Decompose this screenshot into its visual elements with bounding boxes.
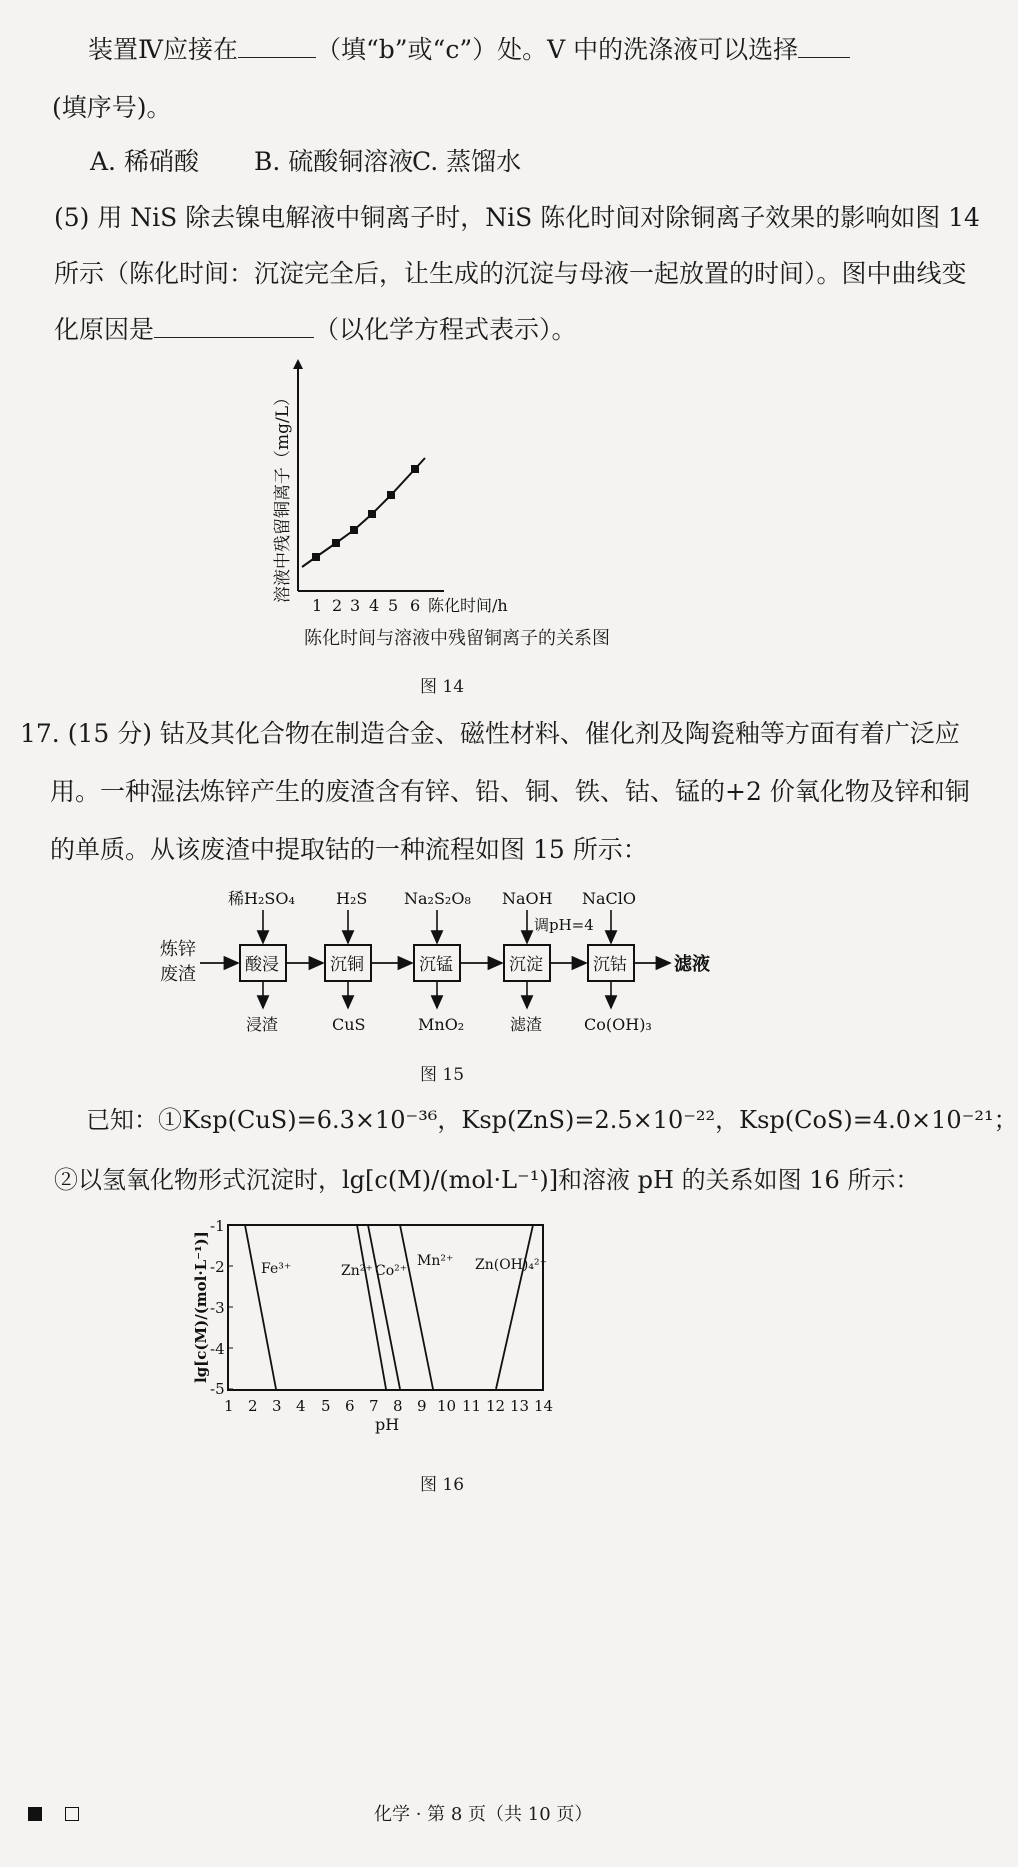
fig15-reagent: NaClO (582, 889, 637, 908)
fig16-series-label: Fe³⁺ (261, 1261, 292, 1277)
fig16-line-mn (400, 1225, 433, 1389)
q16-p4-text-b: （填“b”或“c”）处。V 中的洗涤液可以选择 (315, 35, 799, 64)
filled-square-icon (28, 1807, 42, 1821)
fig16-label: 图 16 (420, 1475, 465, 1495)
fig16-xtick: 6 (345, 1397, 355, 1415)
answer-blank-1[interactable] (238, 35, 316, 58)
fig16-xtick: 4 (296, 1397, 306, 1415)
q17-line2: 用。一种湿法炼锌产生的废渣含有锌、铅、铜、铁、钴、锰的+2 价氧化物及锌和铜 (50, 777, 970, 806)
fig16-line-fe (245, 1225, 276, 1389)
fig15-reagent: 稀H₂SO₄ (228, 889, 295, 908)
fig15-reagent: Na₂S₂O₈ (404, 889, 471, 908)
q16-p4-text-a: 装置Ⅳ应接在 (88, 35, 238, 64)
q16-p5-line1: (5) 用 NiS 除去镍电解液中铜离子时，NiS 陈化时间对除铜离子效果的影响如图 14 (54, 203, 980, 232)
q17-line3: 的单质。从该废渣中提取钴的一种流程如图 15 所示： (50, 835, 648, 864)
fig14-point (312, 553, 320, 561)
fig15-source-top: 炼锌 (160, 939, 196, 960)
fig15-product: 滤渣 (510, 1015, 543, 1034)
q17-line1: 17. (15 分) 钴及其化合物在制造合金、磁性材料、催化剂及陶瓷釉等方面有着广泛应 (20, 719, 960, 748)
fig16-xtick: 13 (510, 1397, 530, 1415)
fig15-product: Co(OH)₃ (584, 1015, 652, 1034)
figure-14-chart (260, 355, 520, 620)
option-b: B. 硫酸铜溶液 (254, 147, 414, 176)
fig16-ylabel: lg[c(M)/(mol·L⁻¹)] (192, 1231, 210, 1383)
fig14-xtick: 3 (350, 596, 361, 615)
fig16-xtick: 8 (393, 1397, 403, 1415)
known-line2: ②以氢氧化物形式沉淀时，lg[c(M)/(mol·L⁻¹)]和溶液 pH 的关系如图 16 所示： (54, 1166, 920, 1194)
fig16-xtick: 1 (224, 1397, 234, 1415)
fig15-step: 沉铜 (330, 955, 364, 975)
fig14-xtick: 2 (332, 596, 343, 615)
fig15-product: 浸渣 (246, 1015, 279, 1034)
fig16-series-label: Mn²⁺ (417, 1253, 454, 1269)
fig16-series-label: Zn²⁺ (341, 1263, 373, 1279)
fig14-label: 图 14 (420, 677, 465, 697)
fig14-curve (302, 458, 425, 567)
fig14-xtick: 5 (388, 596, 399, 615)
fig15-source-bottom: 废渣 (160, 964, 196, 985)
answer-blank-3[interactable] (154, 315, 314, 338)
fig15-step: 酸浸 (245, 955, 279, 975)
fig16-ytick: -5 (210, 1380, 225, 1398)
option-a: A. 稀硝酸 (90, 147, 199, 176)
q16-p4-line1 (88, 30, 850, 66)
fig15-step: 沉淀 (509, 955, 543, 975)
q16-p5-text-a: 化原因是 (54, 315, 155, 344)
fig16-ytick: -1 (210, 1217, 225, 1235)
option-c: C. 蒸馏水 (412, 147, 522, 176)
fig16-frame (228, 1225, 543, 1390)
fig16-ytick: -4 (210, 1340, 225, 1358)
known-line1: 已知：①Ksp(CuS)=6.3×10⁻³⁶，Ksp(ZnS)=2.5×10⁻²²，Ksp(CoS)=4.0×10⁻²¹； (86, 1106, 1018, 1134)
fig16-xtick: 14 (534, 1397, 554, 1415)
fig16-ytick: -3 (210, 1299, 225, 1317)
fig14-point (350, 526, 358, 534)
fig16-line-zn (357, 1225, 386, 1389)
fig14-xtick: 1 (312, 596, 323, 615)
fig14-ylabel: 溶液中残留铜离子（mg/L） (273, 388, 293, 603)
fig16-line-co (368, 1225, 400, 1389)
figure-15-flowchart (150, 870, 750, 1050)
fig15-product: MnO₂ (418, 1015, 465, 1034)
empty-square-icon (65, 1807, 79, 1821)
fig16-xtick: 5 (321, 1397, 331, 1415)
answer-blank-2[interactable] (798, 35, 850, 58)
fig16-xtick: 10 (437, 1397, 457, 1415)
fig14-point (332, 539, 340, 547)
fig15-step: 沉钴 (593, 955, 627, 975)
fig16-xtick: 11 (462, 1397, 482, 1415)
fig16-series-label: Zn(OH)₄²⁻ (475, 1257, 547, 1273)
page-footer: 化学 · 第 8 页（共 10 页） (374, 1804, 593, 1825)
fig15-reagent: H₂S (336, 889, 368, 908)
fig15-step: 沉锰 (419, 955, 453, 975)
figure-16-chart (188, 1205, 668, 1450)
fig15-label: 图 15 (420, 1065, 465, 1085)
fig16-xtick: 12 (486, 1397, 506, 1415)
fig16-xtick: 9 (417, 1397, 427, 1415)
fig16-line-znoh4 (496, 1225, 533, 1389)
fig16-xtick: 3 (272, 1397, 282, 1415)
q16-p4-line2: (填序号)。 (52, 93, 172, 122)
q16-p5-text-b: （以化学方程式表示）。 (314, 315, 577, 344)
fig15-reagent-note: 调pH=4 (534, 916, 594, 934)
fig14-point (368, 510, 376, 518)
fig14-point (387, 491, 395, 499)
fig16-xtick: 2 (248, 1397, 258, 1415)
fig14-xlabel: 陈化时间/h (428, 596, 508, 615)
fig14-xtick: 6 (410, 596, 421, 615)
fig15-product: CuS (332, 1015, 366, 1034)
fig14-y-arrow (293, 359, 303, 369)
fig15-reagent: NaOH (502, 889, 553, 908)
fig15-output: 滤液 (674, 954, 710, 975)
fig16-xlabel: pH (375, 1415, 400, 1434)
q16-p5-line3 (54, 310, 577, 346)
fig14-caption: 陈化时间与溶液中残留铜离子的关系图 (304, 628, 610, 649)
fig14-point (411, 465, 419, 473)
fig16-xtick: 7 (369, 1397, 379, 1415)
q16-p5-line2: 所示（陈化时间：沉淀完全后，让生成的沉淀与母液一起放置的时间）。图中曲线变 (54, 259, 967, 288)
fig14-xtick: 4 (369, 596, 380, 615)
fig16-series-label: Co²⁺ (375, 1263, 408, 1279)
fig16-ytick: -2 (210, 1258, 225, 1276)
